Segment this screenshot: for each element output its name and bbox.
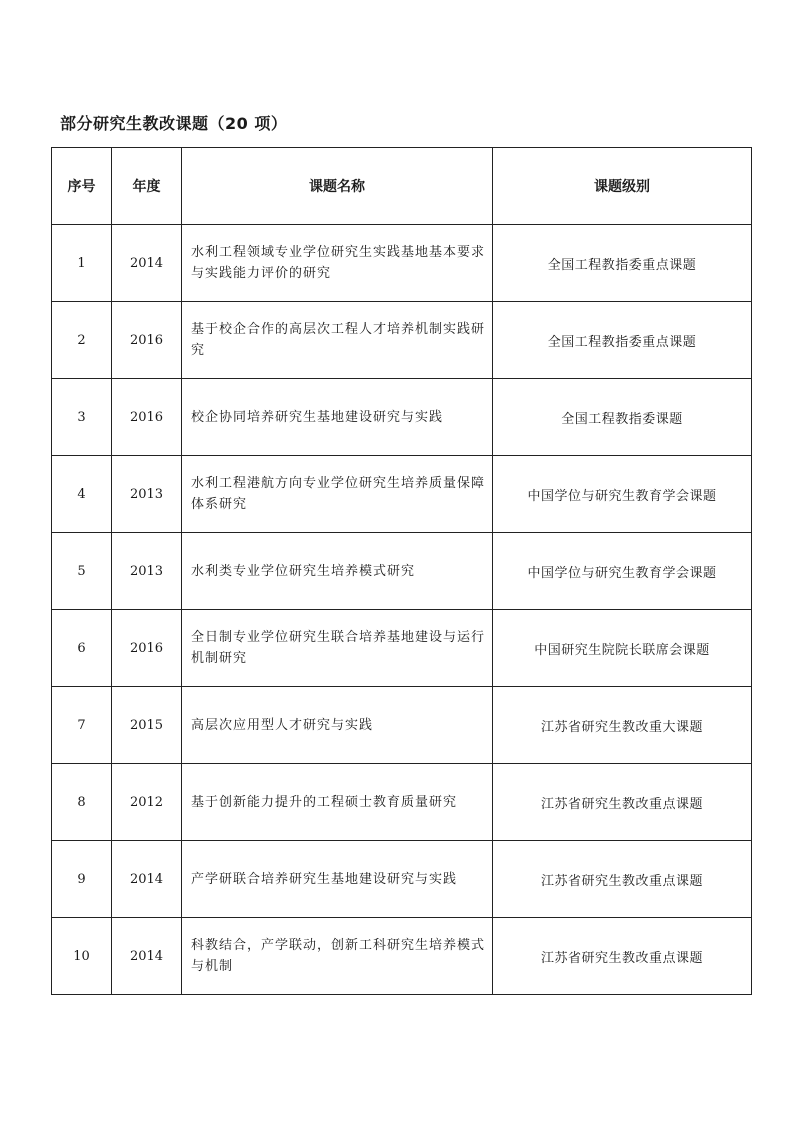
table-row xyxy=(52,302,752,379)
cell-year: 2016 xyxy=(112,610,182,687)
cell-no: 9 xyxy=(52,841,112,918)
cell-name: 水利工程港航方向专业学位研究生培养质量保障体系研究 xyxy=(182,456,493,533)
cell-no: 7 xyxy=(52,687,112,764)
cell-name: 基于校企合作的高层次工程人才培养机制实践研究 xyxy=(182,302,493,379)
header-name: 课题名称 xyxy=(182,148,493,225)
table-row xyxy=(52,687,752,764)
cell-no: 5 xyxy=(52,533,112,610)
header-no: 序号 xyxy=(52,148,112,225)
cell-name: 水利工程领域专业学位研究生实践基地基本要求与实践能力评价的研究 xyxy=(182,225,493,302)
cell-no: 8 xyxy=(52,764,112,841)
cell-name: 科教结合，产学联动，创新工科研究生培养模式与机制 xyxy=(182,918,493,995)
cell-level: 中国学位与研究生教育学会课题 xyxy=(493,456,752,533)
cell-level: 江苏省研究生教改重点课题 xyxy=(493,764,752,841)
cell-name: 高层次应用型人才研究与实践 xyxy=(182,687,493,764)
projects-table xyxy=(51,147,752,995)
table-row xyxy=(52,918,752,995)
cell-no: 1 xyxy=(52,225,112,302)
cell-year: 2012 xyxy=(112,764,182,841)
cell-level: 全国工程教指委重点课题 xyxy=(493,302,752,379)
cell-level: 中国研究生院院长联席会课题 xyxy=(493,610,752,687)
table-row xyxy=(52,841,752,918)
cell-level: 全国工程教指委重点课题 xyxy=(493,225,752,302)
table-row xyxy=(52,379,752,456)
table-row xyxy=(52,610,752,687)
table-row xyxy=(52,456,752,533)
cell-no: 10 xyxy=(52,918,112,995)
cell-year: 2016 xyxy=(112,379,182,456)
cell-level: 江苏省研究生教改重点课题 xyxy=(493,918,752,995)
header-level: 课题级别 xyxy=(493,148,752,225)
table-row xyxy=(52,764,752,841)
cell-name: 校企协同培养研究生基地建设研究与实践 xyxy=(182,379,493,456)
cell-year: 2015 xyxy=(112,687,182,764)
cell-level: 全国工程教指委课题 xyxy=(493,379,752,456)
cell-year: 2016 xyxy=(112,302,182,379)
table-row xyxy=(52,225,752,302)
cell-no: 2 xyxy=(52,302,112,379)
cell-level: 江苏省研究生教改重大课题 xyxy=(493,687,752,764)
cell-year: 2013 xyxy=(112,533,182,610)
cell-name: 基于创新能力提升的工程硕士教育质量研究 xyxy=(182,764,493,841)
cell-name: 全日制专业学位研究生联合培养基地建设与运行机制研究 xyxy=(182,610,493,687)
table-header-row xyxy=(52,148,752,225)
cell-no: 3 xyxy=(52,379,112,456)
cell-level: 江苏省研究生教改重点课题 xyxy=(493,841,752,918)
cell-no: 6 xyxy=(52,610,112,687)
cell-name: 产学研联合培养研究生基地建设研究与实践 xyxy=(182,841,493,918)
cell-year: 2014 xyxy=(112,918,182,995)
cell-no: 4 xyxy=(52,456,112,533)
header-year: 年度 xyxy=(112,148,182,225)
cell-year: 2014 xyxy=(112,841,182,918)
page-title: 部分研究生教改课题（20 项） xyxy=(60,114,288,133)
cell-name: 水利类专业学位研究生培养模式研究 xyxy=(182,533,493,610)
table-row xyxy=(52,533,752,610)
cell-year: 2014 xyxy=(112,225,182,302)
cell-level: 中国学位与研究生教育学会课题 xyxy=(493,533,752,610)
cell-year: 2013 xyxy=(112,456,182,533)
